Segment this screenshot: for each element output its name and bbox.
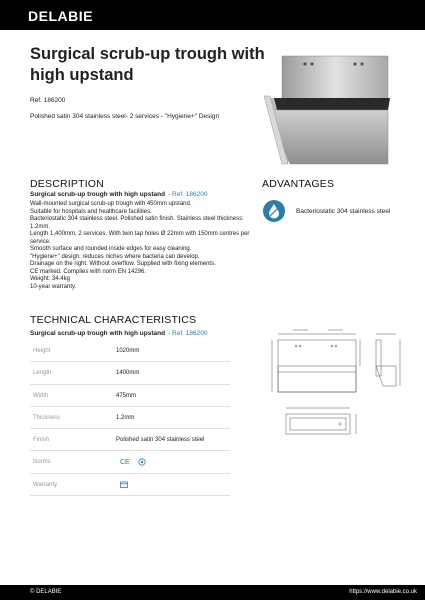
spec-value: 1.2mm [116, 414, 135, 421]
spec-row-length [30, 362, 230, 384]
spec-value: 475mm [116, 392, 137, 399]
water-drop-icon [263, 200, 285, 222]
description-line: Drainage on the right. Without overflow. Supplied with fixing elements. [30, 261, 216, 267]
spec-value: Polished satin 304 stainless steel [116, 437, 205, 444]
spec-label: Thickness [33, 414, 61, 421]
spec-row-width [30, 385, 230, 407]
top-bar [0, 0, 425, 30]
spec-row-norms [30, 451, 230, 473]
norm-icons [120, 458, 146, 466]
ce-mark-icon: CE [120, 459, 130, 467]
advantages-heading: ADVANTAGES [262, 178, 335, 190]
description-subheading-text: Surgical scrub-up trough with high upstand [30, 191, 166, 198]
spec-value: 1020mm [116, 348, 140, 354]
footer-copyright: © DELABIE [30, 588, 62, 595]
description-line: Length 1,400mm, 2 services. With twin tap holes Ø 22mm with 150mm centres per service. [30, 231, 250, 245]
technical-subheading [30, 330, 207, 337]
description-line: Wall-mounted surgical scrub-up trough with 450mm upstand. [30, 201, 192, 207]
technical-heading: TECHNICAL CHARACTERISTICS [30, 314, 197, 326]
spec-label: Norms [33, 459, 51, 466]
product-photo [260, 44, 400, 174]
product-ref: Ref. 186200 [30, 97, 66, 104]
description-line: Weight: 34.4kg [30, 276, 70, 282]
technical-ref: - Ref. 186200 [168, 330, 208, 337]
technical-subheading-text: Surgical scrub-up trough with high upstand [30, 330, 166, 337]
product-subtitle: Polished satin 304 stainless steel- 2 services - "Hygiene+" Design [30, 113, 220, 120]
description-body [30, 201, 255, 291]
footer-bar [0, 585, 425, 600]
description-line: CE marked. Complies with norm EN 14296. [30, 268, 147, 275]
description-heading: DESCRIPTION [30, 178, 104, 190]
description-line: "Hygiene+" design: reduces niches where bacteria can develop. [30, 253, 200, 260]
spec-label: Finish [33, 437, 50, 444]
description-line: Bacteriostatic 304 stainless steel. Polished satin finish. Stainless steel thickness: 1.2mm. [30, 216, 244, 230]
spec-value: 1400mm [116, 370, 140, 377]
technical-drawing [268, 326, 418, 466]
spec-label: Length [33, 370, 52, 377]
spec-label: Height [33, 348, 51, 354]
product-title: Surgical scrub-up trough with high upstand [30, 45, 265, 84]
spec-row-height [30, 340, 230, 362]
description-line: 10-year warranty. [30, 283, 77, 290]
footer-url-link[interactable]: https://www.delabie.co.uk [349, 588, 417, 595]
description-subheading [30, 191, 207, 198]
warranty-icon [120, 481, 128, 488]
hygiene-badge-icon [138, 458, 146, 466]
spec-table [30, 340, 230, 496]
spec-row-finish [30, 429, 230, 451]
description-line: Suitable for hospitals and healthcare facilities. [30, 208, 152, 215]
advantage-text: Bacteriostatic 304 stainless steel [296, 208, 391, 215]
spec-label: Warranty [33, 481, 58, 488]
description-ref: - Ref. 186200 [168, 191, 208, 198]
brand-logo: DELABIE [28, 8, 93, 24]
spec-row-warranty [30, 474, 230, 496]
spec-label: Width [33, 392, 49, 399]
description-line: Smooth surface and rounded inside edges for easy cleaning. [30, 246, 192, 252]
spec-row-thickness [30, 407, 230, 429]
